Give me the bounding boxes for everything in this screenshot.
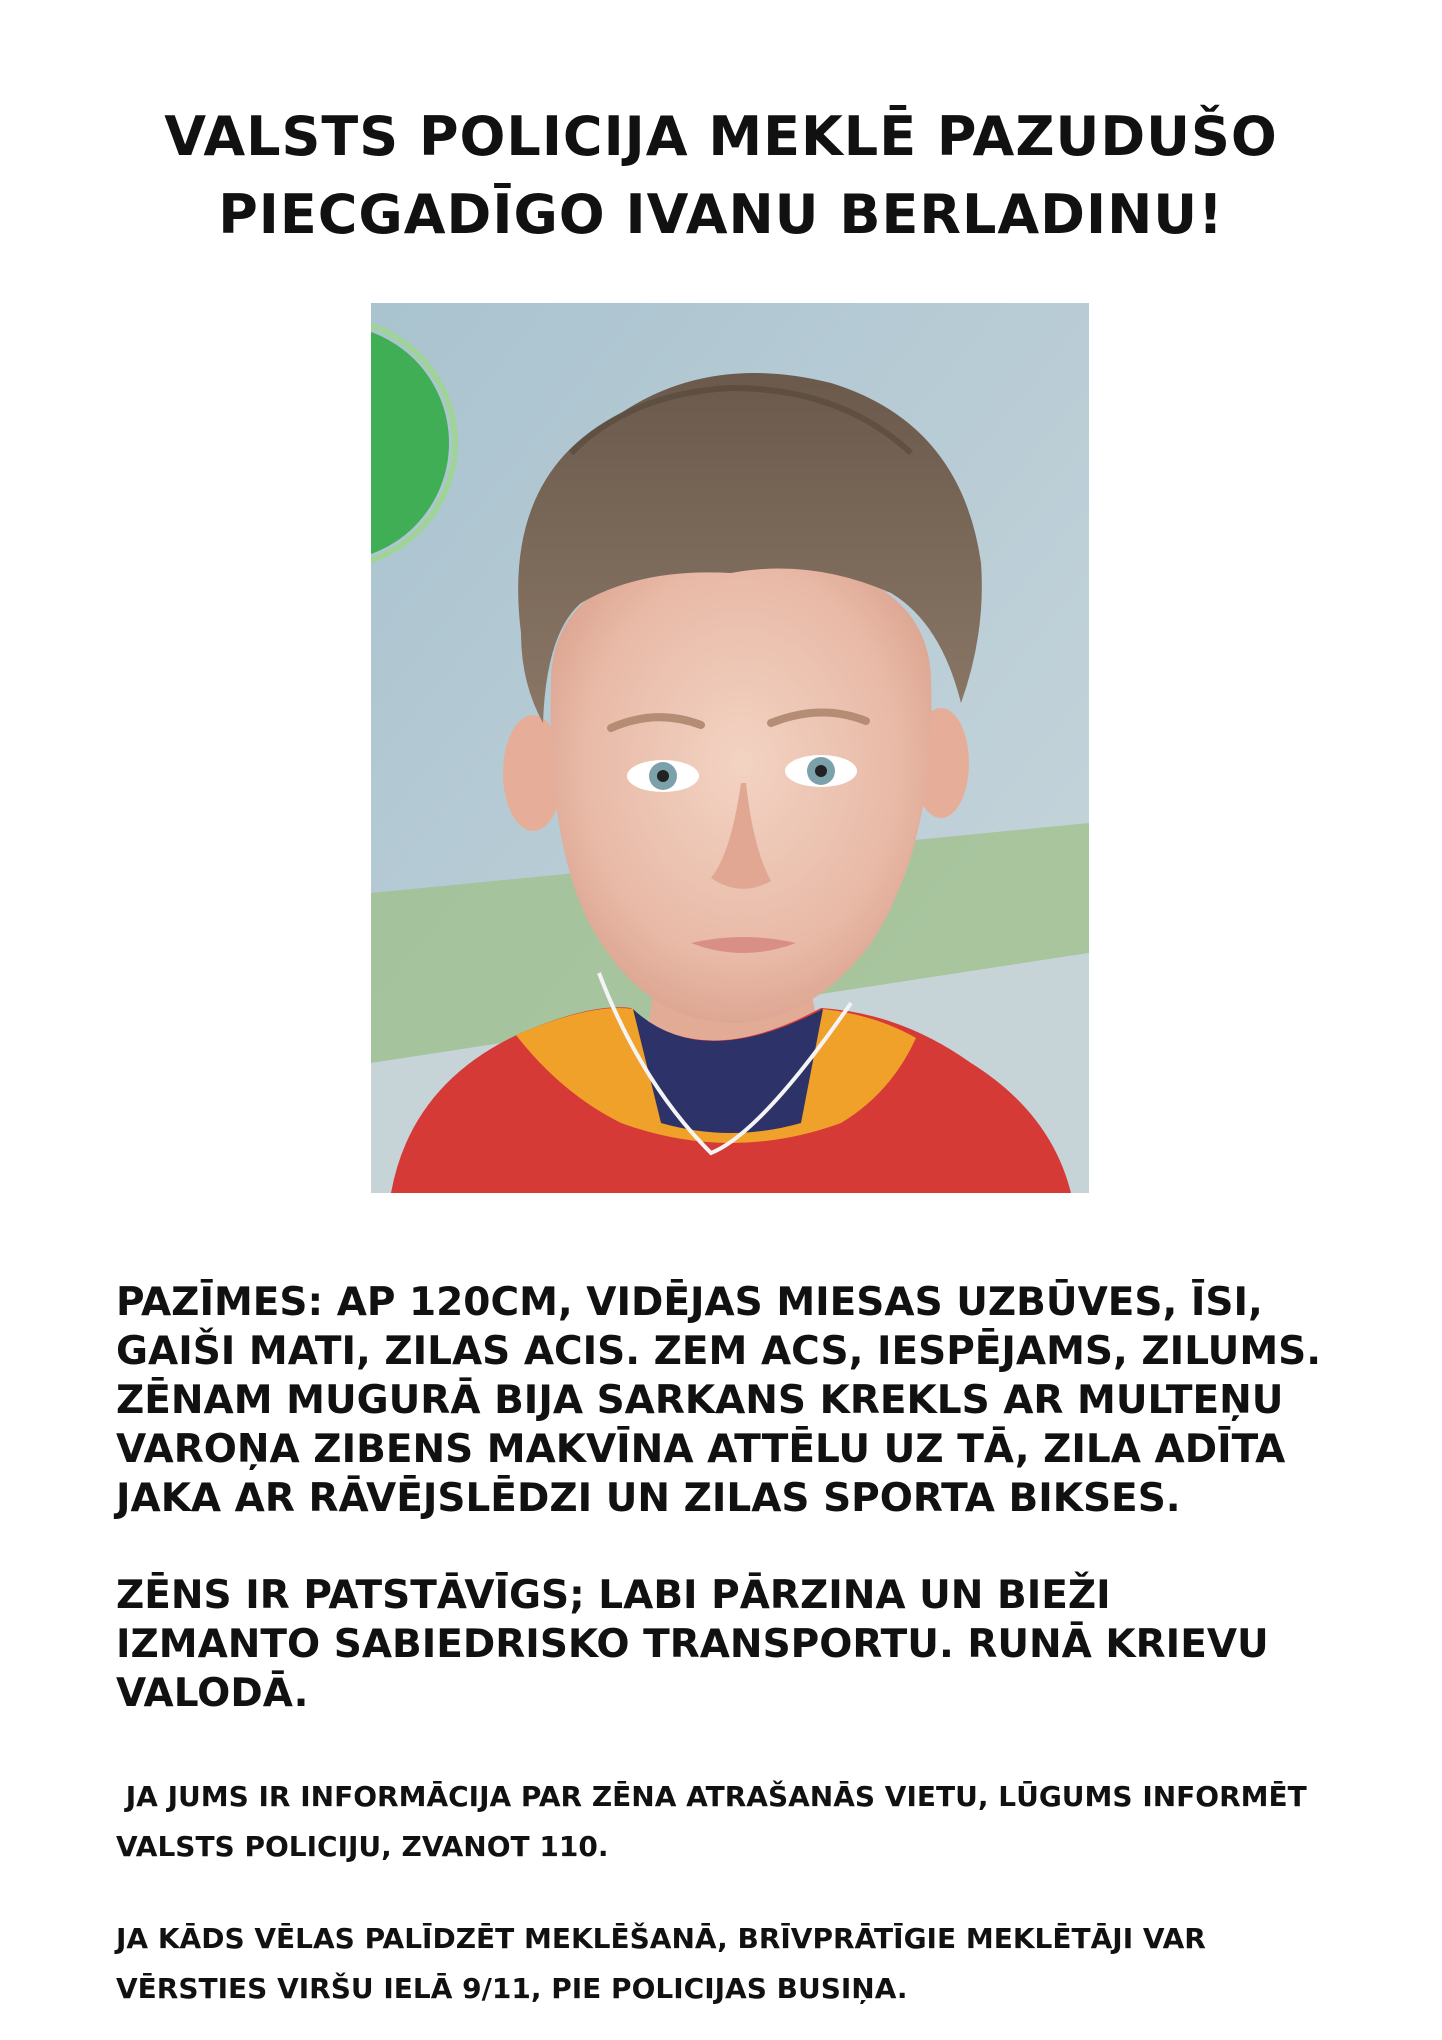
missing-child-photo xyxy=(371,303,1089,1193)
contact-line-1: JA JUMS IR INFORMĀCIJA PAR ZĒNA ATRAŠANĀS VIETU, LŪGUMS INFORMĒT xyxy=(116,1780,1307,1813)
poster-title-line-1: VALSTS POLICIJA MEKLĒ PAZUDUŠO xyxy=(164,105,1278,169)
volunteers-line-1: JA KĀDS VĒLAS PALĪDZĒT MEKLĒŠANĀ, BRĪVPRĀTĪGIE MEKLĒTĀJI VAR xyxy=(116,1922,1206,1955)
contact-line-2: VALSTS POLICIJU, ZVANOT 110. xyxy=(116,1830,609,1863)
description-line-3: ZĒNAM MUGURĀ BIJA SARKANS KREKLS AR MULTEŅU xyxy=(116,1378,1284,1423)
volunteer-information xyxy=(116,1914,1366,2014)
behavior-line-3: VALODĀ. xyxy=(116,1671,309,1716)
description-line-5: JAKA AR RĀVĒJSLĒDZI UN ZILAS SPORTA BIKSES. xyxy=(116,1476,1181,1521)
poster-title-line-2: PIECGADĪGO IVANU BERLADINU! xyxy=(218,183,1224,247)
behavior-line-2: IZMANTO SABIEDRISKO TRANSPORTU. RUNĀ KRIEVU xyxy=(116,1622,1269,1667)
description-line-2: GAIŠI MATI, ZILAS ACIS. ZEM ACS, IESPĒJAMS, ZILUMS. xyxy=(116,1329,1322,1374)
behavior-description xyxy=(116,1571,1366,1718)
behavior-line-1: ZĒNS IR PATSTĀVĪGS; LABI PĀRZINA UN BIEŽI xyxy=(116,1573,1111,1618)
description-line-1: PAZĪMES: AP 120CM, VIDĒJAS MIESAS UZBŪVES, ĪSI, xyxy=(116,1280,1263,1325)
poster-title xyxy=(0,98,1442,254)
description-line-4: VAROŅA ZIBENS MAKVĪNA ATTĒLU UZ TĀ, ZILA ADĪTA xyxy=(116,1427,1286,1472)
contact-information xyxy=(116,1772,1366,1872)
volunteers-line-2: VĒRSTIES VIRŠU IELĀ 9/11, PIE POLICIJAS BUSIŅA. xyxy=(116,1972,908,2005)
physical-description xyxy=(116,1278,1366,1523)
